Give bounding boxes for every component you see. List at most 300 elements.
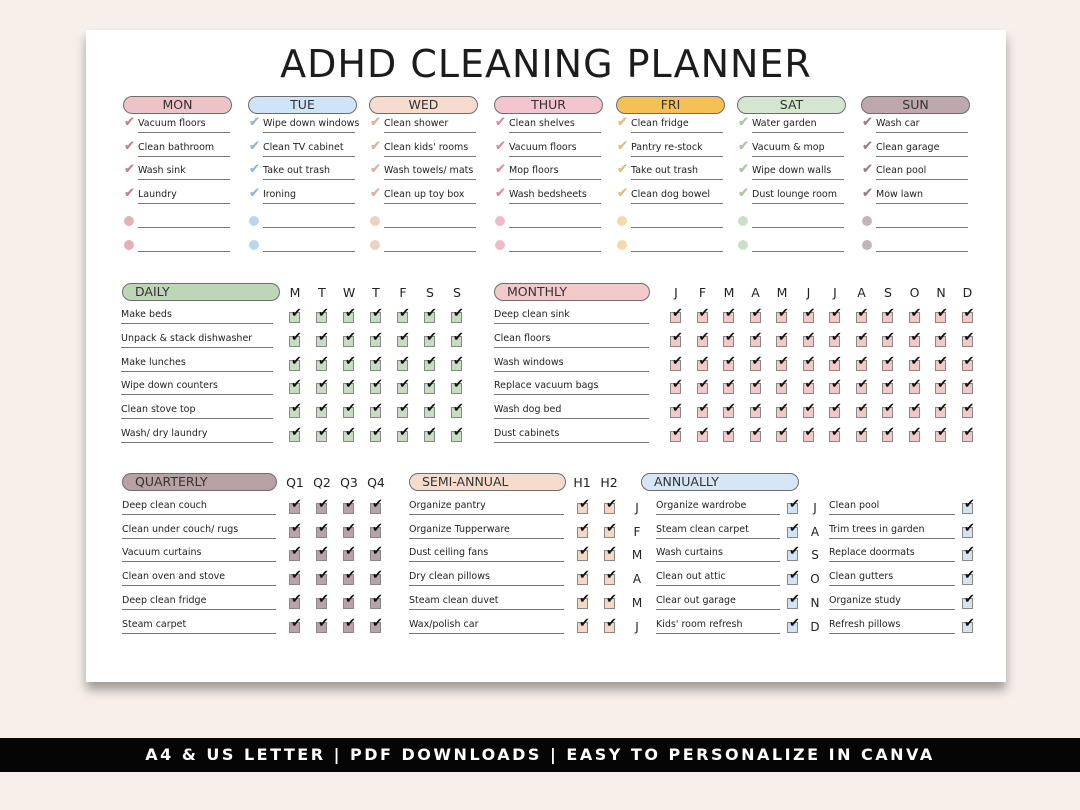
- daily-checkbox[interactable]: [451, 330, 464, 347]
- monthly-checkbox[interactable]: [723, 306, 736, 323]
- semi-annual-checkbox[interactable]: [604, 544, 617, 561]
- check-mark-icon: ✔: [372, 330, 383, 345]
- daily-checkbox[interactable]: [316, 306, 329, 323]
- monthly-checkbox[interactable]: [750, 306, 763, 323]
- task-check-icon[interactable]: ✔: [738, 139, 749, 154]
- day-header-mon: MON: [123, 96, 232, 114]
- task-check-icon[interactable]: ✔: [249, 115, 260, 130]
- quarterly-checkbox[interactable]: [316, 592, 329, 609]
- monthly-checkbox[interactable]: [935, 425, 948, 442]
- task-check-icon[interactable]: ✔: [862, 115, 873, 130]
- check-mark-icon: ✔: [725, 330, 736, 345]
- daily-checkbox[interactable]: [451, 354, 464, 371]
- daily-checkbox[interactable]: [289, 425, 302, 442]
- check-mark-icon: ✔: [579, 616, 590, 631]
- check-mark-icon: ✔: [606, 568, 617, 583]
- task-check-icon[interactable]: ✔: [124, 186, 135, 201]
- monthly-checkbox[interactable]: [723, 401, 736, 418]
- daily-checkbox[interactable]: [343, 401, 356, 418]
- empty-task-line[interactable]: [631, 213, 723, 228]
- check-mark-icon: ✔: [964, 521, 975, 536]
- daily-checkbox[interactable]: [397, 354, 410, 371]
- task-check-icon[interactable]: ✔: [617, 139, 628, 154]
- check-mark-icon: ✔: [857, 354, 869, 369]
- annual-checkbox[interactable]: [787, 544, 800, 561]
- task-label: Vacuum floors: [509, 142, 601, 157]
- empty-task-line[interactable]: [138, 213, 230, 228]
- check-mark-icon: ✔: [318, 377, 329, 392]
- task-label: Wash car: [876, 118, 968, 133]
- check-mark-icon: ✔: [318, 306, 329, 321]
- daily-checkbox[interactable]: [451, 377, 464, 394]
- monthly-checkbox[interactable]: [723, 377, 736, 394]
- task-check-icon[interactable]: ✔: [617, 162, 628, 177]
- annual-checkbox[interactable]: [787, 497, 800, 514]
- check-mark-icon: ✔: [884, 354, 895, 369]
- check-mark-icon: ✔: [857, 377, 869, 392]
- daily-checkbox[interactable]: [370, 377, 383, 394]
- monthly-checkbox[interactable]: [962, 401, 975, 418]
- annual-checkbox[interactable]: [787, 592, 800, 609]
- empty-task-line[interactable]: [876, 237, 968, 252]
- annual-checkbox[interactable]: [787, 568, 800, 585]
- task-check-icon[interactable]: ✔: [738, 115, 749, 130]
- check-mark-icon: ✔: [426, 330, 437, 345]
- monthly-month-header: J: [806, 285, 811, 300]
- monthly-checkbox[interactable]: [856, 306, 869, 323]
- daily-checkbox[interactable]: [289, 354, 302, 371]
- quarterly-checkbox[interactable]: [316, 544, 329, 561]
- monthly-checkbox[interactable]: [670, 330, 683, 347]
- empty-task-line[interactable]: [509, 237, 601, 252]
- monthly-checkbox[interactable]: [803, 425, 816, 442]
- task-check-icon[interactable]: ✔: [862, 186, 873, 201]
- monthly-checkbox[interactable]: [803, 377, 816, 394]
- task-check-icon[interactable]: ✔: [738, 186, 749, 201]
- semi-annual-checkbox[interactable]: [577, 592, 590, 609]
- monthly-checkbox[interactable]: [803, 354, 816, 371]
- check-mark-icon: ✔: [318, 330, 329, 345]
- monthly-checkbox[interactable]: [935, 354, 948, 371]
- check-mark-icon: ✔: [937, 330, 948, 345]
- daily-checkbox[interactable]: [397, 425, 410, 442]
- monthly-checkbox[interactable]: [882, 425, 895, 442]
- daily-checkbox[interactable]: [343, 425, 356, 442]
- empty-task-line[interactable]: [876, 213, 968, 228]
- daily-checkbox[interactable]: [370, 425, 383, 442]
- daily-checkbox[interactable]: [397, 401, 410, 418]
- monthly-checkbox[interactable]: [909, 401, 922, 418]
- quarterly-checkbox[interactable]: [370, 616, 383, 633]
- check-mark-icon: ✔: [751, 425, 763, 440]
- quarterly-checkbox[interactable]: [370, 592, 383, 609]
- check-mark-icon: ✔: [910, 377, 922, 392]
- monthly-checkbox[interactable]: [697, 306, 710, 323]
- annual-task-label: Kids' room refresh: [656, 619, 780, 634]
- monthly-checkbox[interactable]: [882, 330, 895, 347]
- monthly-checkbox[interactable]: [829, 377, 842, 394]
- empty-task-bullet[interactable]: [495, 240, 505, 250]
- task-check-icon[interactable]: ✔: [738, 162, 749, 177]
- check-mark-icon: ✔: [291, 354, 302, 369]
- monthly-checkbox[interactable]: [750, 425, 763, 442]
- monthly-checkbox[interactable]: [803, 330, 816, 347]
- monthly-checkbox[interactable]: [750, 401, 763, 418]
- check-mark-icon: ✔: [318, 497, 329, 512]
- monthly-checkbox[interactable]: [697, 401, 710, 418]
- quarterly-checkbox[interactable]: [343, 497, 356, 514]
- monthly-checkbox[interactable]: [909, 425, 922, 442]
- monthly-checkbox[interactable]: [750, 330, 763, 347]
- monthly-month-header: J: [674, 285, 678, 300]
- check-mark-icon: ✔: [318, 521, 329, 536]
- daily-checkbox[interactable]: [424, 425, 437, 442]
- empty-task-bullet[interactable]: [124, 240, 134, 250]
- empty-task-line[interactable]: [263, 237, 355, 252]
- daily-day-header: S: [426, 285, 434, 300]
- check-mark-icon: ✔: [426, 425, 437, 440]
- quarterly-checkbox[interactable]: [370, 568, 383, 585]
- task-check-icon[interactable]: ✔: [495, 162, 506, 177]
- empty-task-bullet[interactable]: [862, 240, 872, 250]
- empty-task-bullet[interactable]: [495, 216, 505, 226]
- semi-annual-checkbox[interactable]: [604, 521, 617, 538]
- daily-checkbox[interactable]: [289, 330, 302, 347]
- check-mark-icon: ✔: [345, 568, 356, 583]
- daily-checkbox[interactable]: [289, 306, 302, 323]
- annual-checkbox[interactable]: [962, 592, 975, 609]
- empty-task-line[interactable]: [752, 237, 844, 252]
- task-check-icon[interactable]: ✔: [495, 139, 506, 154]
- task-label: Take out trash: [263, 165, 355, 180]
- monthly-checkbox[interactable]: [776, 306, 789, 323]
- daily-checkbox[interactable]: [424, 306, 437, 323]
- check-mark-icon: ✔: [725, 401, 736, 416]
- monthly-checkbox[interactable]: [803, 306, 816, 323]
- empty-task-bullet[interactable]: [249, 216, 259, 226]
- empty-task-bullet[interactable]: [862, 216, 872, 226]
- annual-checkbox[interactable]: [962, 616, 975, 633]
- task-label: Wash towels/ mats: [384, 165, 476, 180]
- monthly-checkbox[interactable]: [909, 377, 922, 394]
- annual-month-letter: J: [635, 501, 639, 515]
- quarterly-checkbox[interactable]: [316, 497, 329, 514]
- check-mark-icon: ✔: [778, 330, 789, 345]
- task-check-icon[interactable]: ✔: [495, 186, 506, 201]
- check-mark-icon: ✔: [831, 306, 842, 321]
- quarterly-checkbox[interactable]: [289, 568, 302, 585]
- monthly-checkbox[interactable]: [829, 401, 842, 418]
- empty-task-bullet[interactable]: [738, 240, 748, 250]
- check-mark-icon: ✔: [372, 521, 383, 536]
- monthly-checkbox[interactable]: [909, 354, 922, 371]
- empty-task-bullet[interactable]: [249, 240, 259, 250]
- annual-task-label: Organize wardrobe: [656, 500, 780, 515]
- quarterly-checkbox[interactable]: [370, 497, 383, 514]
- daily-checkbox[interactable]: [451, 425, 464, 442]
- empty-task-line[interactable]: [263, 213, 355, 228]
- task-label: Clean kids' rooms: [384, 142, 476, 157]
- semi-annual-task-label: Wax/polish car: [409, 619, 564, 634]
- quarterly-checkbox[interactable]: [289, 521, 302, 538]
- empty-task-line[interactable]: [631, 237, 723, 252]
- quarterly-header: QUARTERLY: [122, 473, 277, 491]
- monthly-checkbox[interactable]: [962, 306, 975, 323]
- monthly-task-label: Wash windows: [494, 357, 649, 372]
- quarterly-checkbox[interactable]: [370, 521, 383, 538]
- daily-checkbox[interactable]: [424, 401, 437, 418]
- empty-task-line[interactable]: [509, 213, 601, 228]
- annual-month-letter: M: [631, 548, 643, 562]
- check-mark-icon: ✔: [372, 306, 383, 321]
- daily-checkbox[interactable]: [370, 330, 383, 347]
- daily-checkbox[interactable]: [316, 401, 329, 418]
- quarterly-task-label: Clean oven and stove: [122, 571, 276, 586]
- monthly-checkbox[interactable]: [856, 330, 869, 347]
- monthly-checkbox[interactable]: [829, 306, 842, 323]
- empty-task-bullet[interactable]: [370, 240, 380, 250]
- task-check-icon[interactable]: ✔: [124, 139, 135, 154]
- monthly-checkbox[interactable]: [670, 306, 683, 323]
- annual-task-label: Clean out attic: [656, 571, 780, 586]
- quarterly-checkbox[interactable]: [289, 616, 302, 633]
- check-mark-icon: ✔: [672, 354, 683, 369]
- check-mark-icon: ✔: [672, 377, 683, 392]
- monthly-checkbox[interactable]: [962, 354, 975, 371]
- empty-task-bullet[interactable]: [617, 216, 627, 226]
- daily-checkbox[interactable]: [343, 377, 356, 394]
- quarterly-checkbox[interactable]: [343, 568, 356, 585]
- monthly-checkbox[interactable]: [909, 306, 922, 323]
- monthly-checkbox[interactable]: [856, 377, 869, 394]
- quarterly-checkbox[interactable]: [289, 544, 302, 561]
- empty-task-bullet[interactable]: [370, 216, 380, 226]
- monthly-checkbox[interactable]: [829, 354, 842, 371]
- task-check-icon[interactable]: ✔: [370, 115, 381, 130]
- empty-task-line[interactable]: [384, 237, 476, 252]
- check-mark-icon: ✔: [579, 544, 590, 559]
- annual-checkbox[interactable]: [787, 521, 800, 538]
- monthly-checkbox[interactable]: [856, 425, 869, 442]
- annual-checkbox[interactable]: [962, 521, 975, 538]
- daily-checkbox[interactable]: [451, 306, 464, 323]
- check-mark-icon: ✔: [831, 354, 842, 369]
- daily-checkbox[interactable]: [289, 401, 302, 418]
- task-check-icon[interactable]: ✔: [862, 139, 873, 154]
- check-mark-icon: ✔: [606, 497, 617, 512]
- monthly-checkbox[interactable]: [697, 377, 710, 394]
- monthly-checkbox[interactable]: [697, 330, 710, 347]
- monthly-checkbox[interactable]: [670, 425, 683, 442]
- check-mark-icon: ✔: [963, 330, 975, 345]
- monthly-checkbox[interactable]: [803, 401, 816, 418]
- check-mark-icon: ✔: [804, 401, 816, 416]
- semi-annual-checkbox[interactable]: [604, 616, 617, 633]
- monthly-task-label: Wash dog bed: [494, 404, 649, 419]
- check-mark-icon: ✔: [318, 592, 329, 607]
- monthly-checkbox[interactable]: [935, 330, 948, 347]
- check-mark-icon: ✔: [453, 306, 464, 321]
- monthly-checkbox[interactable]: [723, 425, 736, 442]
- annual-checkbox[interactable]: [962, 497, 975, 514]
- check-mark-icon: ✔: [751, 330, 763, 345]
- daily-checkbox[interactable]: [451, 401, 464, 418]
- task-check-icon[interactable]: ✔: [370, 162, 381, 177]
- task-check-icon[interactable]: ✔: [249, 162, 260, 177]
- semi-annual-checkbox[interactable]: [577, 568, 590, 585]
- quarterly-checkbox[interactable]: [343, 544, 356, 561]
- daily-checkbox[interactable]: [370, 401, 383, 418]
- monthly-checkbox[interactable]: [670, 401, 683, 418]
- task-check-icon[interactable]: ✔: [370, 186, 381, 201]
- monthly-checkbox[interactable]: [776, 425, 789, 442]
- empty-task-bullet[interactable]: [738, 216, 748, 226]
- monthly-checkbox[interactable]: [882, 354, 895, 371]
- monthly-checkbox[interactable]: [935, 306, 948, 323]
- promo-banner: A4 & US LETTER | PDF DOWNLOADS | EASY TO PERSONALIZE IN CANVA: [0, 738, 1080, 772]
- daily-checkbox[interactable]: [289, 377, 302, 394]
- quarterly-checkbox[interactable]: [316, 568, 329, 585]
- task-check-icon[interactable]: ✔: [370, 139, 381, 154]
- monthly-checkbox[interactable]: [829, 425, 842, 442]
- empty-task-line[interactable]: [752, 213, 844, 228]
- quarterly-checkbox[interactable]: [289, 497, 302, 514]
- semi-annual-checkbox[interactable]: [604, 497, 617, 514]
- semi-annual-task-label: Organize pantry: [409, 500, 564, 515]
- monthly-checkbox[interactable]: [962, 425, 975, 442]
- daily-checkbox[interactable]: [424, 354, 437, 371]
- check-mark-icon: ✔: [884, 401, 895, 416]
- semi-annual-checkbox[interactable]: [577, 521, 590, 538]
- check-mark-icon: ✔: [778, 377, 789, 392]
- task-check-icon[interactable]: ✔: [495, 115, 506, 130]
- annual-checkbox[interactable]: [787, 616, 800, 633]
- task-label: Clean pool: [876, 165, 968, 180]
- check-mark-icon: ✔: [725, 425, 736, 440]
- semi-annual-checkbox[interactable]: [604, 592, 617, 609]
- check-mark-icon: ✔: [884, 425, 895, 440]
- monthly-month-header: N: [936, 285, 946, 300]
- monthly-checkbox[interactable]: [776, 401, 789, 418]
- task-check-icon[interactable]: ✔: [617, 186, 628, 201]
- monthly-checkbox[interactable]: [697, 425, 710, 442]
- task-check-icon[interactable]: ✔: [617, 115, 628, 130]
- monthly-checkbox[interactable]: [750, 377, 763, 394]
- quarterly-checkbox[interactable]: [343, 616, 356, 633]
- task-check-icon[interactable]: ✔: [249, 139, 260, 154]
- check-mark-icon: ✔: [831, 377, 842, 392]
- monthly-checkbox[interactable]: [882, 377, 895, 394]
- task-check-icon[interactable]: ✔: [124, 115, 135, 130]
- check-mark-icon: ✔: [910, 401, 922, 416]
- monthly-checkbox[interactable]: [776, 377, 789, 394]
- check-mark-icon: ✔: [778, 425, 789, 440]
- daily-checkbox[interactable]: [397, 377, 410, 394]
- check-mark-icon: ✔: [291, 497, 302, 512]
- monthly-checkbox[interactable]: [723, 330, 736, 347]
- daily-checkbox[interactable]: [424, 330, 437, 347]
- monthly-month-header: A: [857, 285, 866, 300]
- monthly-checkbox[interactable]: [882, 306, 895, 323]
- semi-annual-checkbox[interactable]: [604, 568, 617, 585]
- empty-task-bullet[interactable]: [617, 240, 627, 250]
- check-mark-icon: ✔: [963, 354, 975, 369]
- monthly-checkbox[interactable]: [670, 354, 683, 371]
- daily-checkbox[interactable]: [397, 306, 410, 323]
- monthly-checkbox[interactable]: [856, 401, 869, 418]
- monthly-checkbox[interactable]: [962, 377, 975, 394]
- check-mark-icon: ✔: [453, 377, 464, 392]
- monthly-checkbox[interactable]: [670, 377, 683, 394]
- task-check-icon[interactable]: ✔: [862, 162, 873, 177]
- daily-checkbox[interactable]: [343, 306, 356, 323]
- day-header-fri: FRI: [616, 96, 725, 114]
- quarterly-checkbox[interactable]: [316, 521, 329, 538]
- semi-annual-checkbox[interactable]: [577, 497, 590, 514]
- quarterly-checkbox[interactable]: [289, 592, 302, 609]
- task-label: Ironing: [263, 189, 355, 204]
- daily-checkbox[interactable]: [316, 377, 329, 394]
- check-mark-icon: ✔: [804, 354, 816, 369]
- annual-checkbox[interactable]: [962, 568, 975, 585]
- task-check-icon[interactable]: ✔: [249, 186, 260, 201]
- task-check-icon[interactable]: ✔: [124, 162, 135, 177]
- quarterly-checkbox[interactable]: [316, 616, 329, 633]
- monthly-checkbox[interactable]: [829, 330, 842, 347]
- daily-day-header: W: [342, 285, 356, 300]
- quarterly-checkbox[interactable]: [370, 544, 383, 561]
- empty-task-line[interactable]: [138, 237, 230, 252]
- annual-checkbox[interactable]: [962, 544, 975, 561]
- daily-checkbox[interactable]: [397, 330, 410, 347]
- monthly-checkbox[interactable]: [723, 354, 736, 371]
- monthly-task-label: Clean floors: [494, 333, 649, 348]
- monthly-checkbox[interactable]: [909, 330, 922, 347]
- monthly-checkbox[interactable]: [935, 401, 948, 418]
- monthly-checkbox[interactable]: [776, 354, 789, 371]
- check-mark-icon: ✔: [606, 616, 617, 631]
- check-mark-icon: ✔: [831, 330, 842, 345]
- daily-checkbox[interactable]: [343, 330, 356, 347]
- empty-task-line[interactable]: [384, 213, 476, 228]
- monthly-checkbox[interactable]: [750, 354, 763, 371]
- monthly-checkbox[interactable]: [856, 354, 869, 371]
- monthly-checkbox[interactable]: [962, 330, 975, 347]
- check-mark-icon: ✔: [291, 568, 302, 583]
- quarterly-checkbox[interactable]: [343, 521, 356, 538]
- quarterly-checkbox[interactable]: [343, 592, 356, 609]
- monthly-checkbox[interactable]: [882, 401, 895, 418]
- semi-annual-checkbox[interactable]: [577, 616, 590, 633]
- daily-checkbox[interactable]: [316, 425, 329, 442]
- empty-task-bullet[interactable]: [124, 216, 134, 226]
- daily-checkbox[interactable]: [316, 330, 329, 347]
- monthly-checkbox[interactable]: [776, 330, 789, 347]
- daily-checkbox[interactable]: [343, 354, 356, 371]
- check-mark-icon: ✔: [372, 568, 383, 583]
- check-mark-icon: ✔: [910, 330, 922, 345]
- daily-checkbox[interactable]: [424, 377, 437, 394]
- daily-checkbox[interactable]: [370, 354, 383, 371]
- semi-annual-checkbox[interactable]: [577, 544, 590, 561]
- check-mark-icon: ✔: [725, 377, 736, 392]
- daily-checkbox[interactable]: [370, 306, 383, 323]
- daily-checkbox[interactable]: [316, 354, 329, 371]
- monthly-checkbox[interactable]: [697, 354, 710, 371]
- monthly-month-header: M: [723, 285, 735, 300]
- check-mark-icon: ✔: [606, 521, 617, 536]
- monthly-checkbox[interactable]: [935, 377, 948, 394]
